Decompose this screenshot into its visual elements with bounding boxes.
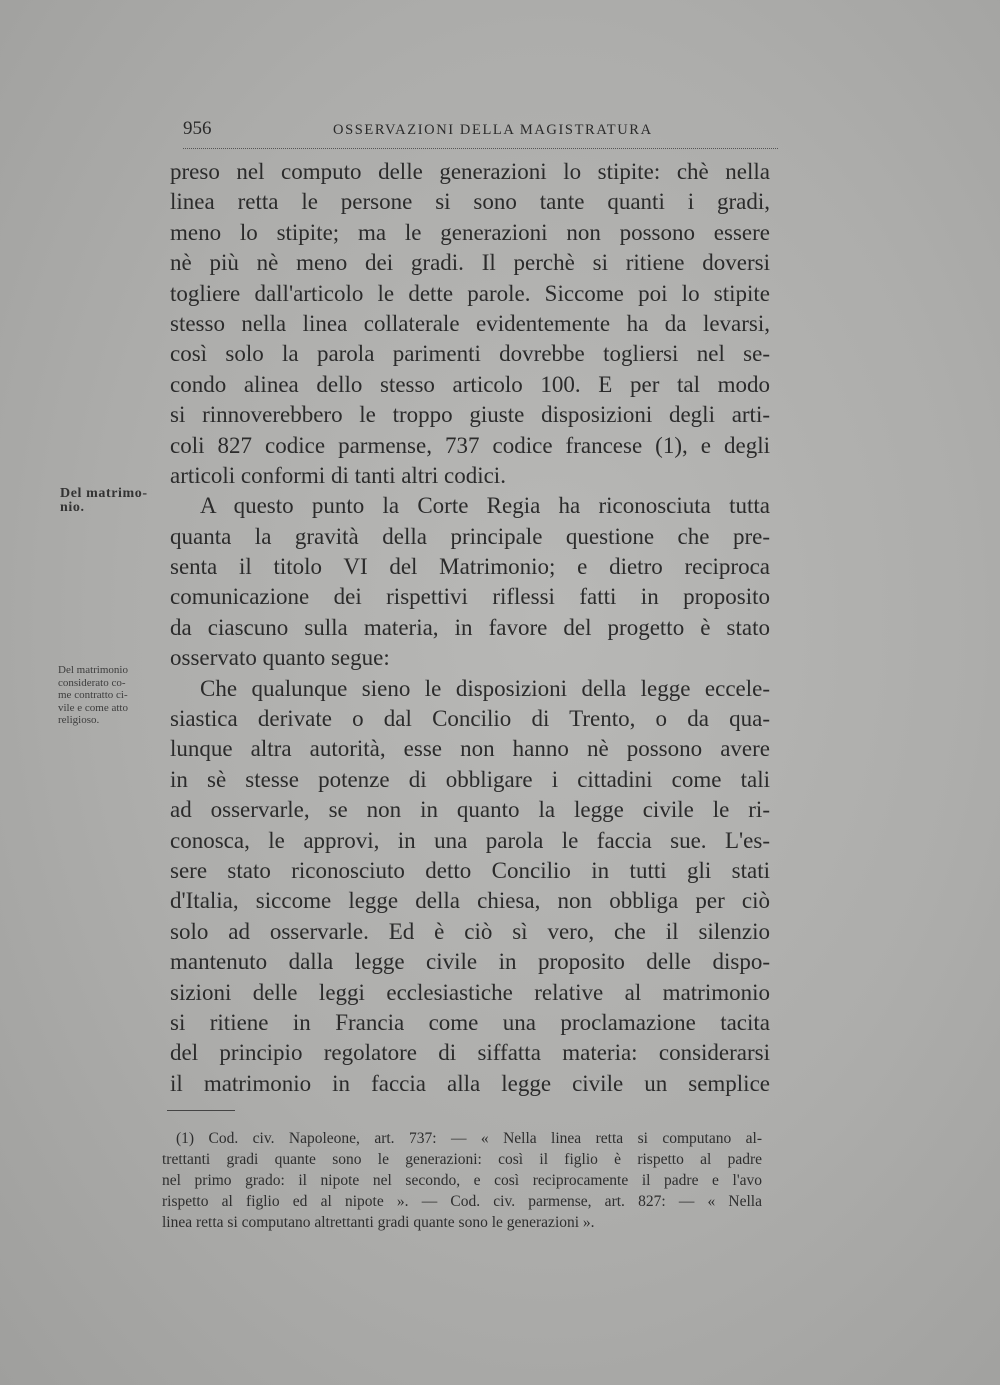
text-line: linea retta le persone si sono tante quanti i gradi, — [170, 189, 770, 215]
text-line: siastica derivate o dal Concilio di Trento, o da qua- — [170, 706, 770, 732]
footnote-line: trettanti gradi quante sono le generazioni: così il figlio è rispetto al padre — [162, 1151, 762, 1168]
running-head: OSSERVAZIONI DELLA MAGISTRATURA — [333, 122, 653, 138]
text-line: preso nel computo delle generazioni lo stipite: chè nella — [170, 159, 770, 184]
footnote-divider — [167, 1110, 235, 1111]
text-line: togliere dall'articolo le dette parole. Siccome poi lo stipite — [170, 280, 770, 306]
text-line: condo alinea dello stesso articolo 100. E per tal modo — [170, 371, 770, 397]
marginal-note-contratto-civile: Del matrimonio considerato co- me contratto ci- vile e come atto religioso. — [58, 664, 128, 726]
text-line: si rinnoverebbero le troppo giuste disposizioni degli arti- — [170, 402, 770, 428]
text-line: comunicazione dei rispettivi riflessi fatti in proposito — [170, 584, 770, 610]
text-line: solo ad osservarle. Ed è ciò sì vero, che il silenzio — [170, 918, 770, 944]
text-line: Che qualunque sieno le disposizioni della legge eccele- — [200, 675, 770, 701]
text-line: in sè stesse potenze di obbligare i cittadini come tali — [170, 766, 770, 792]
footnote-line: nel primo grado: il nipote nel secondo, e così reciprocamente il padre e l'avo — [162, 1172, 762, 1189]
text-line: senta il titolo VI del Matrimonio; e dietro reciproca — [170, 554, 770, 580]
text-line: articoli conformi di tanti altri codici. — [170, 462, 506, 488]
text-line: lunque altra autorità, esse non hanno nè possono avere — [170, 736, 770, 762]
text-line: conosca, le approvi, in una parola le faccia sue. L'es- — [170, 827, 770, 853]
text-line: così solo la parola parimenti dovrebbe togliersi nel se- — [170, 341, 770, 367]
text-line: coli 827 codice parmense, 737 codice francese (1), e degli — [170, 432, 770, 458]
text-line: il matrimonio in faccia alla legge civile un semplice — [170, 1070, 770, 1096]
text-line: osservato quanto segue: — [170, 645, 390, 671]
text-line: nè più nè meno dei gradi. Il perchè si ritiene doversi — [170, 250, 770, 276]
text-line: meno lo stipite; ma le generazioni non possono essere — [170, 219, 770, 245]
text-line: da ciascuno sulla materia, in favore del progetto è stato — [170, 614, 770, 640]
text-line: quanta la gravità della principale questione che pre- — [170, 523, 770, 549]
text-line: A questo punto la Corte Regia ha riconosciuta tutta — [200, 493, 770, 519]
text-line: d'Italia, siccome legge della chiesa, non obbliga per ciò — [170, 888, 770, 914]
text-line: stesso nella linea collaterale evidentemente ha da levarsi, — [170, 310, 770, 336]
text-line: mantenuto dalla legge civile in proposito delle dispo- — [170, 949, 770, 975]
text-line: si ritiene in Francia come una proclamazione tacita — [170, 1009, 770, 1035]
footnote-line: rispetto al figlio ed al nipote ». — Cod. civ. parmense, art. 827: — « Nella — [162, 1193, 762, 1210]
text-line: sizioni delle leggi ecclesiastiche relative al matrimonio — [170, 979, 770, 1005]
footnotes — [162, 1128, 762, 1233]
text-line: sere stato riconosciuto detto Concilio in tutti gli stati — [170, 857, 770, 883]
page-header — [183, 118, 778, 149]
text-line: ad osservarle, se non in quanto la legge civile le ri- — [170, 797, 770, 823]
footnote-line: linea retta si computano altrettanti gradi quante sono le generazioni ». — [162, 1214, 595, 1231]
body-text — [170, 157, 770, 1099]
marginal-note-matrimonio: Del matrimo- nio. — [60, 486, 148, 515]
footnote-line: (1) Cod. civ. Napoleone, art. 737: — « Nella linea retta si computano al- — [176, 1130, 762, 1147]
text-line: del principio regolatore di siffatta materia: considerarsi — [170, 1040, 770, 1066]
page-number: 956 — [183, 118, 212, 139]
